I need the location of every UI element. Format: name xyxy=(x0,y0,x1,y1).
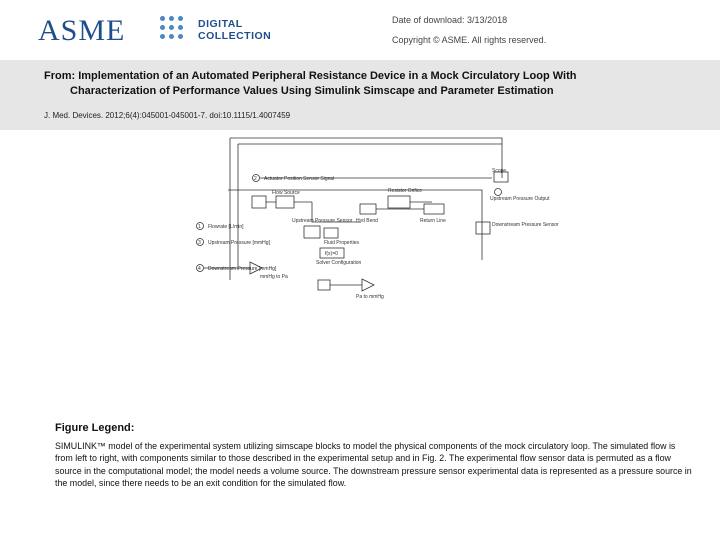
resistor-orifice-block xyxy=(388,196,410,208)
title-line-2: Characterization of Performance Values Using Simulink Simscape and Parameter Estimation xyxy=(70,85,554,97)
port-3-label: 3 xyxy=(198,240,201,246)
upstream-pressure-label: Upstream Pressure [mmHg] xyxy=(208,240,270,246)
fluid-properties-label: Fluid Properties xyxy=(324,240,360,246)
flow-source-icon xyxy=(276,196,294,208)
simulink-diagram-figure xyxy=(192,130,559,300)
actuator-label: Actuator Position Sensor Signal xyxy=(264,176,335,182)
gain-pa-to-mmhg-icon xyxy=(362,279,374,291)
return-line-block xyxy=(424,204,444,214)
asme-logo xyxy=(38,12,272,52)
flow-source-label: Flow Source xyxy=(272,190,300,196)
solver-label: Solver Configuration xyxy=(316,260,362,266)
mmhg-to-pa-label: mmHg to Pa xyxy=(260,274,288,280)
upstream-output-icon xyxy=(495,189,502,196)
article-title xyxy=(44,69,664,99)
solver-fx: f(x)=0 xyxy=(325,251,338,257)
scope-label: Scope xyxy=(492,168,507,174)
figure-legend-text: SIMULINK™ model of the experimental system utilizing simscape blocks to model the physical components of the mock circulatory loop. The simulated flow is from left to right, with components similar to those described in the experimental setup and in Fig. 2. The experimental flow sensor data is permuted as a flow source in the computational model; the model needs a volume source. The downstream pressure sensor experimental data is represented as a pressure source in the model, since there needs to be an exit condition for the simulated flow. xyxy=(55,441,692,489)
logo-digital: DIGITAL xyxy=(198,18,243,30)
downstream-sensor-block xyxy=(476,222,490,234)
hyd-bend-block xyxy=(360,204,376,214)
upstream-sensor-block xyxy=(304,226,320,238)
citation: J. Med. Devices. 2012;6(4):045001-045001-7. doi:10.1115/1.4007459 xyxy=(44,111,291,120)
upstream-output-label: Upstream Pressure Output xyxy=(490,196,550,202)
downstream-sensor-label: Downstream Pressure Sensor xyxy=(492,222,559,228)
return-line-label: Return Line xyxy=(420,218,446,224)
inport-block xyxy=(318,280,330,290)
download-date: Date of download: 3/13/2018 xyxy=(392,15,508,25)
logo-asme-text: ASME xyxy=(38,14,126,47)
figure-legend-heading: Figure Legend: xyxy=(55,422,135,434)
port-4-label: 4 xyxy=(198,266,201,272)
logo-digital-collection xyxy=(198,18,271,42)
flowrate-label: Flowrate [L/min] xyxy=(208,224,244,230)
resistor-orifice-label: Resistor Orifice xyxy=(388,188,423,194)
port-2-label: 2 xyxy=(254,176,257,182)
downstream-pressure-label: Downstream Pressure [mmHg] xyxy=(208,266,277,272)
hyd-bend-label: Hyd Bend xyxy=(356,218,378,224)
logo-collection: COLLECTION xyxy=(198,30,272,42)
logo-dots-icon xyxy=(160,16,186,46)
port-1-label: 1 xyxy=(198,224,201,230)
fluid-properties-block xyxy=(324,228,338,238)
flow-source-block xyxy=(252,196,266,208)
copyright: Copyright © ASME. All rights reserved. xyxy=(392,35,547,45)
pa-to-mmhg-label: Pa to mmHg xyxy=(356,294,384,300)
upstream-sensor-label: Upstream Pressure Sensor xyxy=(292,218,353,224)
title-line-1: From: Implementation of an Automated Peripheral Resistance Device in a Mock Circulatory Loop With xyxy=(44,70,577,82)
